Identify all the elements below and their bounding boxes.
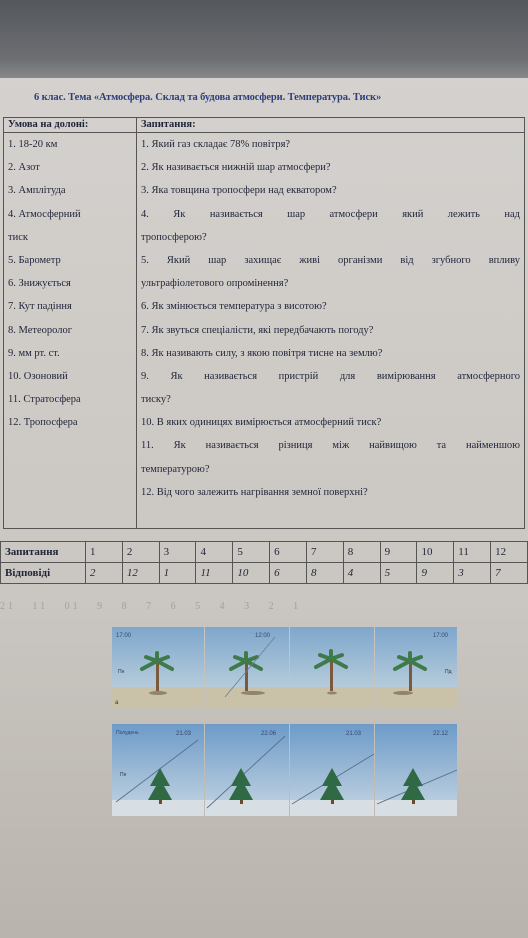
questions-header: Запитання: — [137, 118, 525, 133]
answer-number: 8 — [343, 542, 380, 563]
answer-number: 4 — [196, 542, 233, 563]
answer-number: 12 — [491, 542, 528, 563]
palm-illustration — [205, 627, 289, 707]
bleed-through-text: 21 11 01 9 8 7 6 5 4 3 2 1 — [0, 601, 302, 612]
question-line: 9. Як називається пристрій для вимірювання атмосферного — [141, 370, 520, 382]
question-line: 5. Який шар захищає живі організми від згубного впливу — [141, 254, 520, 266]
question-line: температурою? — [141, 463, 210, 475]
question-line: 2. Як називається нижній шар атмосфери? — [141, 162, 331, 174]
question-line: 12. Від чого залежить нагрівання земної поверхні? — [141, 486, 368, 498]
figure-label: а — [115, 700, 119, 706]
answer-value: 5 — [380, 563, 417, 584]
question-line: 6. Як змінюється температура з висотою? — [141, 301, 327, 313]
answers-numbers-row — [1, 542, 528, 563]
condition-item: 11. Стратосфера — [8, 394, 81, 406]
fir-tree-illustration — [205, 724, 289, 816]
answer-value: 2 — [86, 563, 123, 584]
figure-label: 17:00 — [433, 633, 449, 639]
answer-value: 9 — [417, 563, 454, 584]
condition-item: 12. Тропосфера — [8, 417, 78, 429]
figure-label: 21.03 — [346, 731, 362, 737]
answer-number: 11 — [454, 542, 491, 563]
figure-label: Пн — [120, 772, 127, 778]
answers-values-row — [1, 563, 528, 584]
answer-number: 6 — [270, 542, 307, 563]
answer-number: 9 — [380, 542, 417, 563]
figure-label: 12:00 — [255, 633, 271, 639]
figure-label: 17:00 — [116, 633, 132, 639]
condition-item: тиск — [8, 231, 28, 243]
answers-table — [0, 541, 528, 584]
figure-label: 21.03 — [176, 731, 192, 737]
answer-value: 1 — [159, 563, 196, 584]
condition-item: 10. Озоновий — [8, 370, 68, 382]
question-line: 10. В яких одиницях вимірюється атмосферний тиск? — [141, 417, 382, 429]
answer-number: 3 — [159, 542, 196, 563]
answer-value: 12 — [122, 563, 159, 584]
condition-item: 9. мм рт. ст. — [8, 347, 60, 359]
palm-illustration — [375, 627, 457, 707]
answers-a-label: Відповіді — [1, 563, 86, 584]
question-line: ультрафіолетового опромінення? — [141, 278, 289, 290]
condition-item: 1. 18-20 км — [8, 139, 58, 150]
fir-tree-illustration — [375, 724, 457, 816]
condition-item: 4. Атмосферний — [8, 208, 81, 220]
answer-value: 3 — [454, 563, 491, 584]
figure-label: Пд — [445, 669, 452, 675]
condition-item: 2. Азот — [8, 162, 40, 174]
condition-item: 5. Барометр — [8, 254, 61, 266]
answer-value: 6 — [270, 563, 307, 584]
condition-item: 3. Амплітуда — [8, 185, 66, 197]
questions-table — [3, 117, 525, 529]
answer-number: 5 — [233, 542, 270, 563]
palm-illustration — [112, 627, 204, 707]
palm-illustration — [290, 627, 374, 707]
figure-label: 22.06 — [261, 731, 277, 737]
condition-item: 8. Метеоролог — [8, 324, 73, 336]
question-line: 3. Яка товщина тропосфери над екватором? — [141, 185, 337, 197]
question-line: 8. Як називають силу, з якою повітря тисне на землю? — [141, 347, 383, 359]
question-line: 7. Як звуться спеціалісти, які передбачають погоду? — [141, 324, 374, 336]
conditions-column — [4, 133, 137, 529]
answer-value: 10 — [233, 563, 270, 584]
condition-item: 6. Знижується — [8, 278, 71, 290]
figure-label: Полудень — [116, 730, 139, 736]
answer-value: 11 — [196, 563, 233, 584]
answer-number: 1 — [86, 542, 123, 563]
answer-value: 7 — [491, 563, 528, 584]
conditions-header: Умова на долоні: — [4, 118, 137, 133]
question-line: тропосферою? — [141, 231, 207, 243]
answer-number: 10 — [417, 542, 454, 563]
worksheet-header: 6 клас. Тема «Атмосфера. Склад та будова атмосфери. Температура. Тиск» — [34, 92, 382, 103]
fir-tree-illustration — [290, 724, 374, 816]
question-line: тиску? — [141, 394, 171, 406]
fir-tree-illustration — [112, 724, 204, 816]
answer-number: 7 — [306, 542, 343, 563]
condition-item: 7. Кут падіння — [8, 301, 72, 313]
question-line: 4. Як називається шар атмосфери який лежить над — [141, 208, 520, 220]
question-line: 1. Який газ складає 78% повітря? — [141, 139, 291, 150]
answers-q-label: Запитання — [1, 542, 86, 563]
answer-number: 2 — [122, 542, 159, 563]
answer-value: 4 — [343, 563, 380, 584]
questions-column — [137, 133, 525, 529]
answer-value: 8 — [306, 563, 343, 584]
figure-label: 22.12 — [433, 731, 449, 737]
figure-label: Пн — [118, 669, 125, 675]
question-line: 11. Як називається різниця між найвищою та найменшою — [141, 440, 520, 452]
